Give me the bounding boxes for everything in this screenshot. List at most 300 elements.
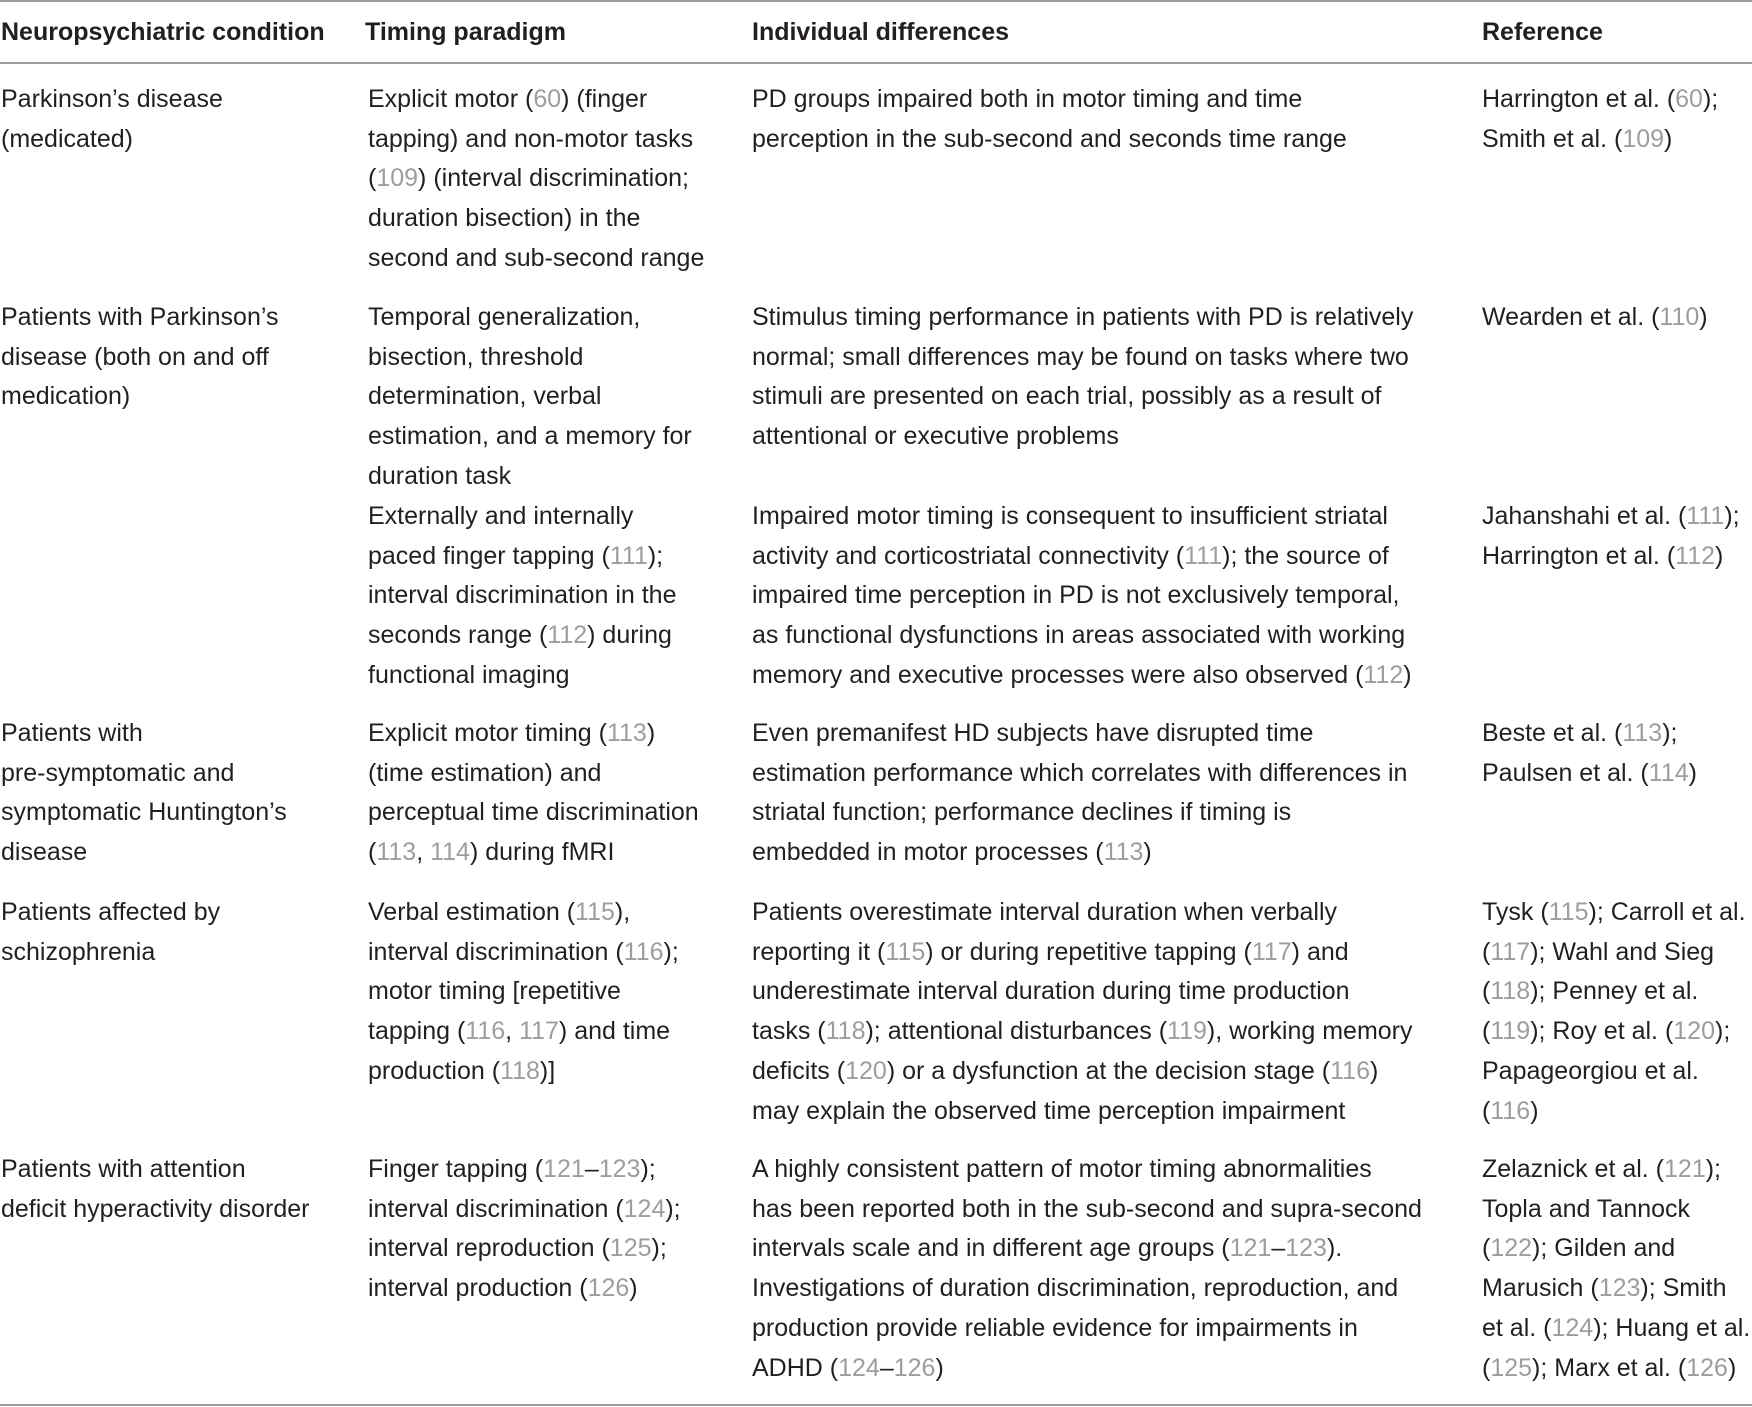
cell-text: ( <box>1482 937 1491 966</box>
citation-ref[interactable]: 112 <box>1363 660 1404 689</box>
cell-line <box>1 754 287 794</box>
cell-text: A highly consistent pattern of motor timing abnormalities <box>752 1155 1372 1183</box>
cell-text: ) <box>1727 1353 1737 1382</box>
citation-ref[interactable]: 117 <box>519 1017 559 1046</box>
citation-ref[interactable]: 121 <box>543 1155 585 1183</box>
cell-text: ); attentional disturbances ( <box>865 1017 1168 1046</box>
cell-text: attentional or executive problems <box>752 422 1119 451</box>
condition-cell <box>1 1150 309 1229</box>
cell-line <box>1482 1092 1746 1132</box>
citation-ref[interactable]: 124 <box>623 1194 666 1223</box>
cell-line <box>368 714 699 754</box>
cell-text: Explicit motor ( <box>368 85 534 113</box>
cell-text: normal; small differences may be found on tasks where two <box>752 342 1409 371</box>
cell-text: Parkinson’s disease <box>1 85 223 113</box>
cell-text: activity and corticostriatal connectivity ( <box>752 541 1185 570</box>
cell-text: ); <box>1724 502 1740 530</box>
cell-line <box>368 120 704 160</box>
cell-text: Patients overestimate interval duration when verbally <box>752 898 1338 926</box>
cell-text: estimation performance which correlates with differences in <box>752 758 1408 787</box>
cell-line <box>1482 893 1746 933</box>
cell-text: ); <box>1715 1017 1731 1046</box>
cell-line <box>368 933 679 973</box>
cell-text: estimation, and a memory for <box>368 422 692 451</box>
citation-ref[interactable]: 120 <box>845 1056 887 1085</box>
cell-text: Tysk ( <box>1482 898 1549 926</box>
cell-line <box>752 537 1412 577</box>
header-individual-differences: Individual differences <box>752 18 1010 46</box>
cell-text: ); Gilden and <box>1532 1234 1676 1263</box>
cell-line <box>752 793 1407 833</box>
header-timing-paradigm: Timing paradigm <box>365 18 566 46</box>
cell-line <box>368 1190 681 1230</box>
citation-ref[interactable]: 124 <box>1551 1313 1594 1342</box>
cell-text: Patients with Parkinson’s <box>1 303 279 331</box>
cell-text: ) or during repetitive tapping ( <box>925 937 1252 966</box>
cell-text: ); Penney et al. <box>1530 977 1699 1006</box>
cell-text: disease <box>1 838 88 867</box>
cell-text: ( <box>1482 977 1491 1006</box>
header-condition: Neuropsychiatric condition <box>1 18 325 46</box>
citation-ref[interactable]: 121 <box>1664 1155 1706 1183</box>
cell-text: ); Smith <box>1640 1274 1727 1303</box>
cell-text: medication) <box>1 382 131 411</box>
citation-ref[interactable]: 111 <box>1184 541 1223 570</box>
cell-line <box>752 893 1413 933</box>
cell-text: ); <box>1705 1155 1722 1183</box>
cell-line <box>1482 537 1740 577</box>
citation-ref[interactable]: 125 <box>609 1234 652 1263</box>
cell-text: duration bisection) in the <box>368 204 641 233</box>
cell-text: – <box>1271 1234 1286 1263</box>
cell-line <box>368 576 676 616</box>
cell-line <box>752 120 1347 160</box>
paradigm-cell <box>368 714 699 873</box>
citation-ref[interactable]: 116 <box>623 937 664 966</box>
cell-line <box>368 199 704 239</box>
cell-text: symptomatic Huntington’s <box>1 798 287 827</box>
cell-line <box>1 1190 309 1230</box>
cell-text: Wearden et al. ( <box>1482 303 1660 331</box>
cell-text: Smith et al. ( <box>1482 124 1623 153</box>
cell-text: (time estimation) and <box>368 758 602 787</box>
cell-text: ) <box>1143 838 1152 867</box>
cell-line <box>368 616 676 656</box>
citation-ref[interactable]: 113 <box>376 838 417 867</box>
reference-cell <box>1482 893 1746 1131</box>
paradigm-cell <box>368 80 704 279</box>
paradigm-cell <box>368 497 676 696</box>
cell-line <box>752 972 1413 1012</box>
cell-line <box>752 616 1412 656</box>
cell-line <box>368 754 699 794</box>
cell-text: ( <box>1482 1234 1491 1263</box>
cell-text: Marusich ( <box>1482 1274 1599 1303</box>
cell-text: ) <box>1715 541 1724 570</box>
cell-text: production ( <box>368 1056 501 1085</box>
cell-text: ) <box>935 1353 944 1382</box>
cell-line <box>368 497 676 537</box>
cell-text: Finger tapping ( <box>368 1155 544 1183</box>
cell-text: Patients with <box>1 719 143 747</box>
cell-text: ) <box>1403 660 1412 689</box>
cell-line <box>752 656 1412 696</box>
cell-text: Patients with attention <box>1 1155 246 1183</box>
cell-text: ) <box>1369 1056 1379 1085</box>
cell-text: ADHD ( <box>752 1353 839 1382</box>
cell-line <box>752 833 1407 873</box>
citation-ref[interactable]: 126 <box>587 1274 630 1303</box>
condition-cell <box>1 80 223 159</box>
cell-line <box>368 159 704 199</box>
cell-text: ( <box>1482 1353 1491 1382</box>
cell-text: ( <box>368 838 377 867</box>
cell-line <box>752 1269 1422 1309</box>
cell-line <box>1482 972 1746 1012</box>
cell-line <box>1 80 223 120</box>
cell-line <box>1 714 287 754</box>
cell-line <box>752 1309 1422 1349</box>
cell-line <box>368 80 704 120</box>
cell-text: Topla and Tannock <box>1482 1194 1691 1223</box>
header-reference: Reference <box>1482 18 1603 46</box>
cell-text: ); <box>1662 719 1678 747</box>
citation-ref[interactable]: 111 <box>1686 502 1725 530</box>
cell-text: ) <box>1699 303 1708 331</box>
cell-text: ), <box>614 898 631 926</box>
citation-ref[interactable]: 117 <box>1490 937 1531 966</box>
cell-line <box>368 239 704 279</box>
cell-text: pre-symptomatic and <box>1 758 235 787</box>
cell-line <box>368 833 699 873</box>
citation-ref[interactable]: 113 <box>1622 719 1663 747</box>
cell-text: impaired time perception in PD is not exclusively temporal, <box>752 581 1400 610</box>
citation-ref[interactable]: 112 <box>1675 541 1715 570</box>
cell-text: ) during <box>587 621 672 650</box>
paradigm-cell <box>368 298 692 497</box>
cell-text: Externally and internally <box>368 502 634 530</box>
cell-text: interval production ( <box>368 1274 588 1303</box>
cell-text: deficits ( <box>752 1056 846 1085</box>
citation-ref[interactable]: 112 <box>547 621 588 650</box>
citation-ref[interactable]: 111 <box>609 541 648 570</box>
differences-cell <box>752 298 1413 457</box>
cell-text: interval discrimination ( <box>368 937 624 966</box>
cell-text: tasks ( <box>752 1017 826 1046</box>
citation-ref[interactable]: 113 <box>606 719 647 747</box>
cell-line <box>752 1349 1422 1389</box>
cell-line <box>752 80 1347 120</box>
cell-text: interval reproduction ( <box>368 1234 610 1263</box>
cell-line <box>1482 1150 1750 1190</box>
citation-ref[interactable]: 120 <box>1673 1017 1715 1046</box>
cell-text: deficit hyperactivity disorder <box>1 1194 310 1223</box>
cell-line <box>752 576 1412 616</box>
cell-text: embedded in motor processes ( <box>752 838 1104 867</box>
cell-text: intervals scale and in different age groups ( <box>752 1234 1230 1263</box>
cell-line <box>752 1190 1422 1230</box>
cell-text: ( <box>1482 1096 1491 1125</box>
reference-cell <box>1482 298 1708 338</box>
cell-text: schizophrenia <box>1 937 156 966</box>
citation-ref[interactable]: 109 <box>1622 124 1665 153</box>
cell-text: seconds range ( <box>368 621 548 650</box>
cell-text: has been reported both in the sub-second and supra-second <box>752 1194 1422 1223</box>
reference-cell <box>1482 714 1697 793</box>
cell-text: (medicated) <box>1 124 133 153</box>
cell-line <box>1 1150 309 1190</box>
cell-line <box>752 1150 1422 1190</box>
citation-ref[interactable]: 116 <box>1490 1096 1531 1125</box>
cell-text: reporting it ( <box>752 937 886 966</box>
cell-text: ); Roy et al. ( <box>1530 1017 1674 1046</box>
citation-ref[interactable]: 60 <box>533 85 562 113</box>
citation-ref[interactable]: 125 <box>1490 1353 1533 1382</box>
differences-cell <box>752 80 1347 159</box>
cell-text: ) and time <box>558 1017 671 1046</box>
cell-text: ); <box>1702 85 1719 113</box>
cell-text: ) (interval discrimination; <box>418 164 689 193</box>
reference-cell <box>1482 1150 1750 1388</box>
cell-text: ); <box>647 541 664 570</box>
cell-text: second and sub-second range <box>368 243 705 272</box>
cell-line <box>368 893 679 933</box>
citation-ref[interactable]: 116 <box>465 1017 506 1046</box>
cell-line <box>1482 120 1718 160</box>
paradigm-cell <box>368 893 679 1092</box>
cell-text: ) or a dysfunction at the decision stage ( <box>886 1056 1331 1085</box>
cell-line <box>752 417 1413 457</box>
citation-ref[interactable]: 115 <box>1548 898 1589 926</box>
cell-text: ) <box>629 1274 638 1303</box>
cell-line <box>1 933 220 973</box>
header-bottom-rule <box>0 62 1752 64</box>
differences-cell <box>752 1150 1422 1388</box>
cell-text: Temporal generalization, <box>368 303 641 331</box>
cell-text: ); <box>663 937 679 966</box>
cell-line <box>1482 1190 1750 1230</box>
cell-line <box>752 754 1407 794</box>
cell-line <box>1482 754 1697 794</box>
citation-ref[interactable]: 123 <box>598 1155 641 1183</box>
citation-ref[interactable]: 123 <box>1598 1274 1641 1303</box>
cell-line <box>1482 1012 1746 1052</box>
citation-ref[interactable]: 124 <box>838 1353 880 1382</box>
cell-text: ) <box>1530 1096 1539 1125</box>
cell-line <box>1482 298 1708 338</box>
cell-line <box>752 1092 1413 1132</box>
paradigm-cell <box>368 1150 681 1309</box>
cell-text: ); Huang et al. <box>1593 1313 1751 1342</box>
cell-line <box>368 656 676 696</box>
cell-text: paced finger tapping ( <box>368 541 610 570</box>
cell-text: determination, verbal <box>368 382 602 411</box>
cell-text: Papageorgiou et al. <box>1482 1056 1699 1085</box>
cell-text: Impaired motor timing is consequent to insufficient striatal <box>752 502 1388 530</box>
cell-line <box>368 377 692 417</box>
cell-text: Patients affected by <box>1 898 221 926</box>
cell-line <box>752 1229 1422 1269</box>
condition-cell <box>1 893 220 972</box>
cell-text: ) during fMRI <box>469 838 615 867</box>
citation-ref[interactable]: 126 <box>893 1353 936 1382</box>
cell-text: ( <box>368 164 377 193</box>
cell-text: Even premanifest HD subjects have disrupted time <box>752 719 1314 747</box>
cell-line <box>752 714 1407 754</box>
cell-text: ) <box>1664 124 1673 153</box>
differences-cell <box>752 893 1413 1131</box>
cell-text: – <box>584 1155 599 1183</box>
citation-ref[interactable]: 122 <box>1490 1234 1533 1263</box>
cell-line <box>368 1229 681 1269</box>
citation-ref[interactable]: 116 <box>1330 1056 1370 1085</box>
citation-ref[interactable]: 109 <box>376 164 419 193</box>
cell-line <box>1 298 278 338</box>
cell-text: Harrington et al. ( <box>1482 541 1676 570</box>
cell-text: ) and <box>1291 937 1349 966</box>
cell-line <box>1482 714 1697 754</box>
cell-text: motor timing [repetitive <box>368 977 621 1006</box>
cell-text: tapping ( <box>368 1017 466 1046</box>
cell-text: production provide reliable evidence for impairments in <box>752 1313 1358 1342</box>
cell-line <box>752 338 1413 378</box>
citation-ref[interactable]: 126 <box>1686 1353 1728 1382</box>
cell-text: et al. ( <box>1482 1313 1552 1342</box>
cell-line <box>1 120 223 160</box>
citation-ref[interactable]: 118 <box>825 1017 866 1046</box>
citation-ref[interactable]: 113 <box>1103 838 1144 867</box>
cell-text: Investigations of duration discrimination, reproduction, and <box>752 1274 1399 1303</box>
cell-text: ); Marx et al. ( <box>1532 1353 1687 1382</box>
cell-text: ); <box>651 1234 667 1263</box>
cell-text: duration task <box>368 461 512 490</box>
cell-text: ); the source of <box>1222 541 1389 570</box>
cell-line <box>1482 1052 1746 1092</box>
cell-text: interval discrimination ( <box>368 1194 624 1223</box>
cell-text: Paulsen et al. ( <box>1482 758 1649 787</box>
cell-line <box>752 497 1412 537</box>
cell-line <box>368 1052 679 1092</box>
cell-line <box>368 793 699 833</box>
cell-text: Explicit motor timing ( <box>368 719 607 747</box>
cell-text: PD groups impaired both in motor timing and time <box>752 85 1303 113</box>
cell-text: perception in the sub-second and seconds time range <box>752 124 1347 153</box>
citation-ref[interactable]: 117 <box>1251 937 1292 966</box>
cell-line <box>1482 1229 1750 1269</box>
cell-text: disease (both on and off <box>1 342 269 371</box>
cell-line <box>368 338 692 378</box>
cell-text: interval discrimination in the <box>368 581 677 610</box>
cell-line <box>368 298 692 338</box>
citation-ref[interactable]: 118 <box>500 1056 540 1085</box>
cell-line <box>1482 1269 1750 1309</box>
cell-text: ) (finger <box>561 85 648 113</box>
cell-text: striatal function; performance declines if timing is <box>752 798 1292 827</box>
cell-line <box>1 893 220 933</box>
cell-text: Stimulus timing performance in patients with PD is relatively <box>752 303 1414 331</box>
cell-text: tapping) and non-motor tasks <box>368 124 694 153</box>
cell-line <box>368 972 679 1012</box>
cell-line <box>368 537 676 577</box>
cell-text: , <box>505 1017 520 1046</box>
cell-line <box>752 298 1413 338</box>
cell-text: bisection, threshold <box>368 342 584 371</box>
cell-text: ); <box>640 1155 656 1183</box>
cell-text: Beste et al. ( <box>1482 719 1623 747</box>
cell-line <box>1 377 278 417</box>
cell-line <box>1 793 287 833</box>
citation-ref[interactable]: 123 <box>1285 1234 1327 1263</box>
cell-text: perceptual time discrimination <box>368 798 699 827</box>
citation-ref[interactable]: 115 <box>885 937 926 966</box>
cell-line <box>752 1012 1413 1052</box>
cell-text: ), working memory <box>1206 1017 1413 1046</box>
cell-text: , <box>416 838 431 867</box>
cell-text: may explain the observed time perception impairment <box>752 1096 1346 1125</box>
cell-line <box>1482 1309 1750 1349</box>
cell-text: ( <box>1482 1017 1491 1046</box>
cell-text: ). <box>1326 1234 1343 1263</box>
cell-text: – <box>879 1353 894 1382</box>
citation-ref[interactable]: 60 <box>1675 85 1703 113</box>
cell-line <box>368 1269 681 1309</box>
cell-text: ); Carroll et al. <box>1588 898 1746 926</box>
cell-line <box>368 1150 681 1190</box>
cell-text: ); <box>665 1194 681 1223</box>
cell-text: memory and executive processes were also observed ( <box>752 660 1364 689</box>
citation-ref[interactable]: 110 <box>1659 303 1700 331</box>
cell-line <box>1 338 278 378</box>
cell-text: Zelaznick et al. ( <box>1482 1155 1665 1183</box>
condition-cell <box>1 714 287 873</box>
cell-line <box>1482 1349 1750 1389</box>
citation-ref[interactable]: 115 <box>575 898 615 926</box>
cell-line <box>752 377 1413 417</box>
differences-cell <box>752 497 1412 696</box>
citation-ref[interactable]: 119 <box>1490 1017 1531 1046</box>
differences-cell <box>752 714 1407 873</box>
citation-ref[interactable]: 119 <box>1167 1017 1207 1046</box>
cell-text: ); Wahl and Sieg <box>1530 937 1715 966</box>
reference-cell <box>1482 497 1740 576</box>
cell-text: functional imaging <box>368 660 570 689</box>
cell-line <box>752 933 1413 973</box>
cell-text: Harrington et al. ( <box>1482 85 1676 113</box>
cell-line <box>1 833 287 873</box>
citation-ref[interactable]: 114 <box>1648 758 1689 787</box>
citation-ref[interactable]: 118 <box>1490 977 1531 1006</box>
cell-text: as functional dysfunctions in areas associated with working <box>752 621 1406 650</box>
citation-ref[interactable]: 114 <box>430 838 470 867</box>
cell-line <box>368 457 692 497</box>
cell-text: underestimate interval duration during time production <box>752 977 1350 1006</box>
cell-line <box>752 1052 1413 1092</box>
cell-line <box>1482 497 1740 537</box>
cell-text: )] <box>539 1056 556 1085</box>
cell-text: ) <box>646 719 656 747</box>
cell-line <box>368 417 692 457</box>
cell-text: Verbal estimation ( <box>368 898 576 926</box>
cell-line <box>368 1012 679 1052</box>
cell-text: Jahanshahi et al. ( <box>1482 502 1687 530</box>
cell-line <box>1482 80 1718 120</box>
table-top-rule <box>0 0 1752 2</box>
cell-line <box>1482 933 1746 973</box>
table-bottom-rule <box>0 1404 1752 1406</box>
citation-ref[interactable]: 121 <box>1229 1234 1272 1263</box>
reference-cell <box>1482 80 1718 159</box>
cell-text: ) <box>1688 758 1697 787</box>
